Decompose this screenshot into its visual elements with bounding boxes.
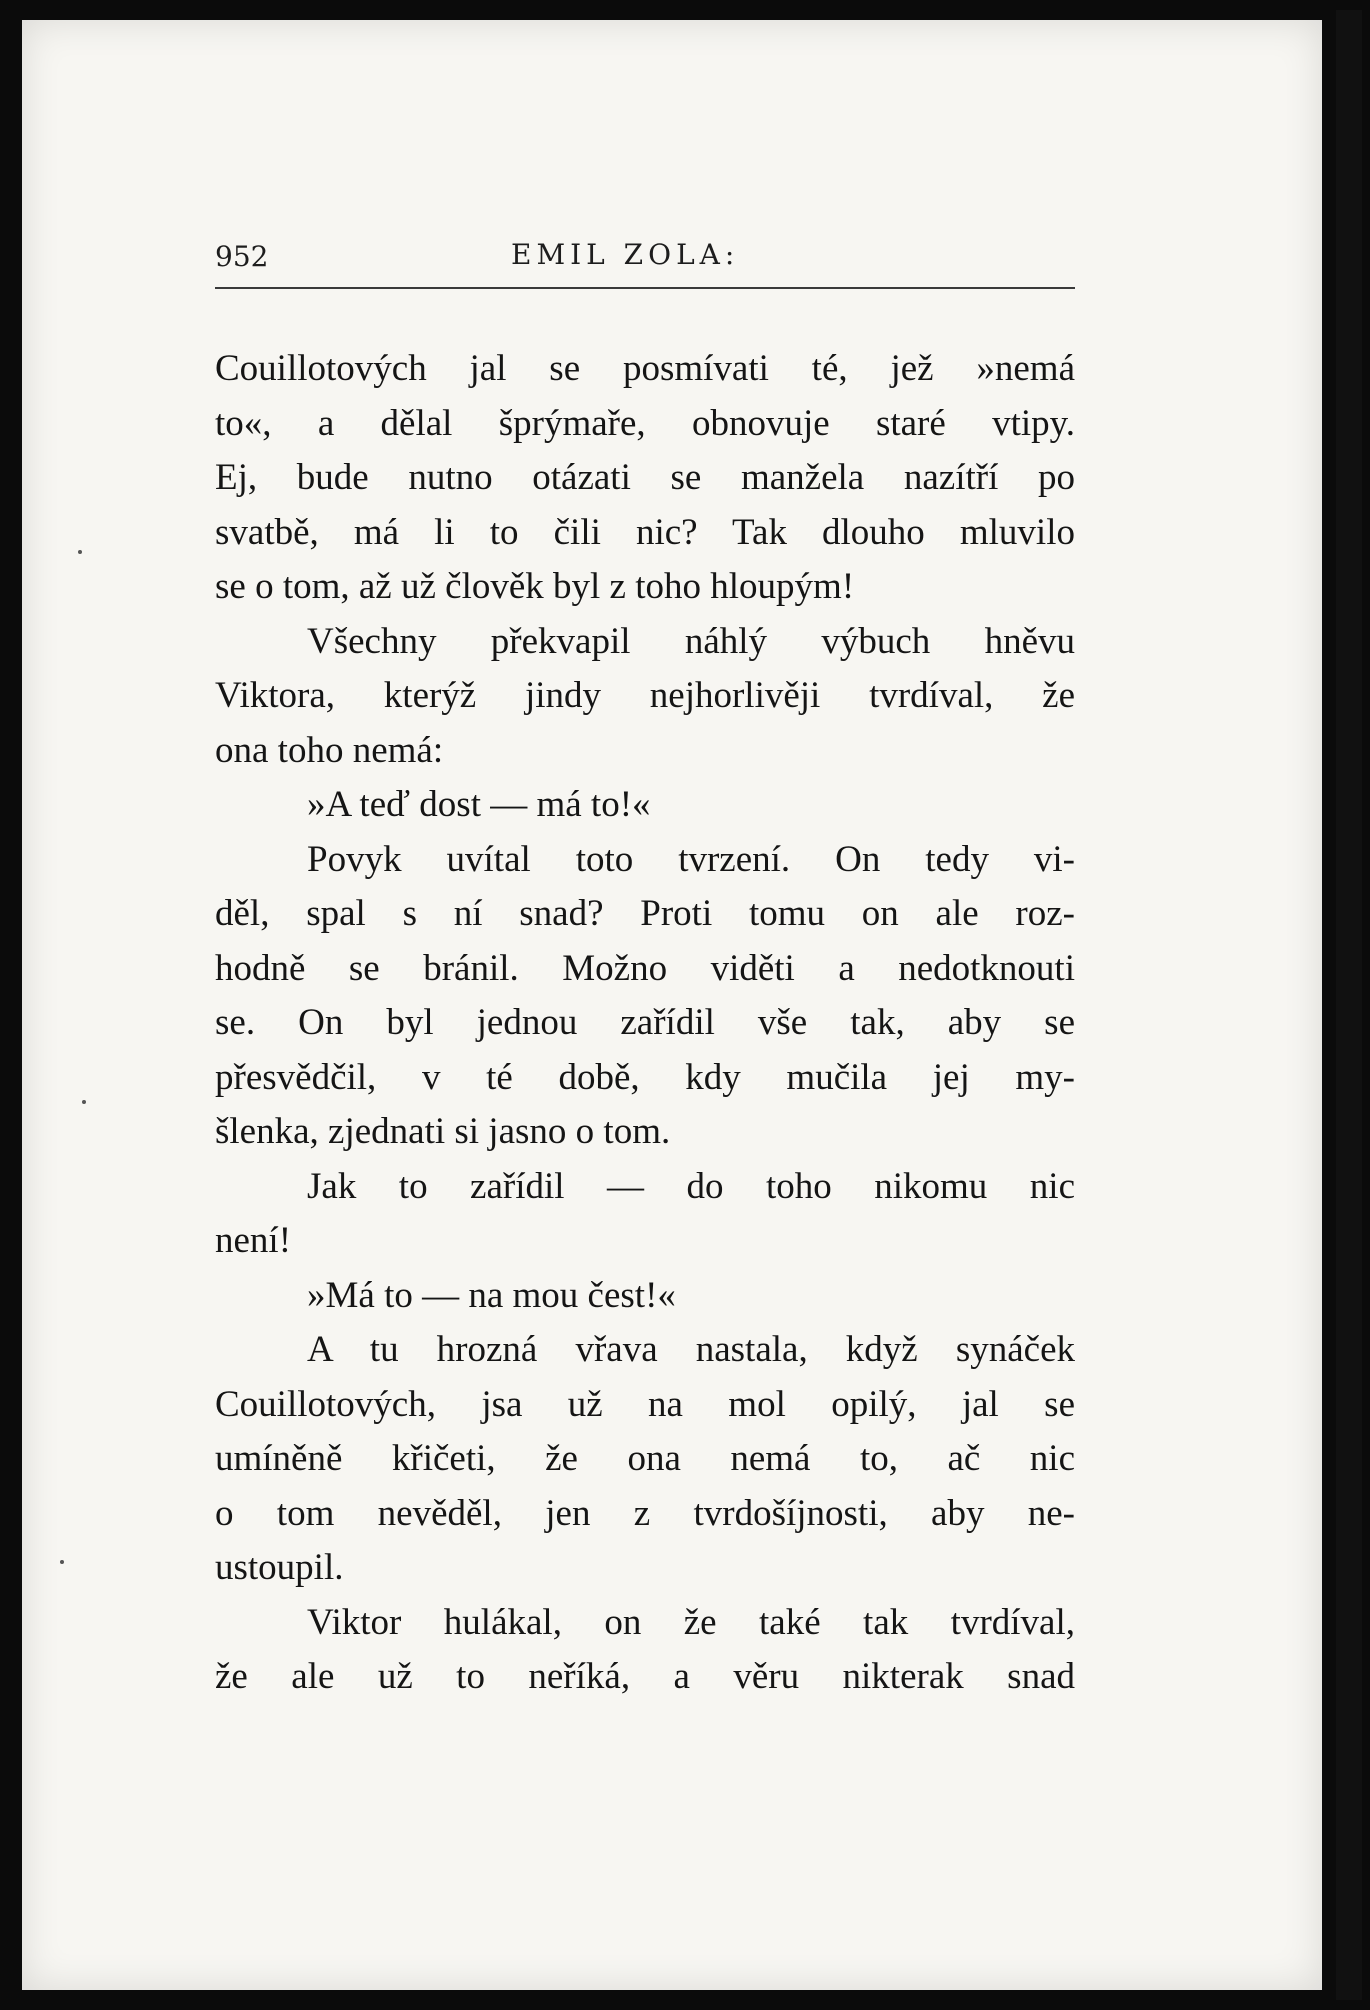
page-header bbox=[215, 232, 1075, 282]
text-line: děl, spal s ní snad? Proti tomu on ale roz- bbox=[215, 893, 1075, 934]
text-line: Couillotových jal se posmívati té, jež »nemá bbox=[215, 348, 1075, 389]
text-line: to«, a dělal šprýmaře, obnovuje staré vtipy. bbox=[215, 402, 1075, 444]
text-line: přesvědčil, v té době, kdy mučila jej my- bbox=[215, 1056, 1075, 1098]
text-line: se. On byl jednou zařídil vše tak, aby se bbox=[215, 1002, 1075, 1043]
text-line: A tu hrozná vřava nastala, když synáček bbox=[307, 1329, 1075, 1370]
text-line: není! bbox=[215, 1220, 292, 1261]
text-line: umíněně křičeti, že ona nemá to, ač nic bbox=[215, 1438, 1075, 1479]
running-title: EMIL ZOLA: bbox=[511, 238, 740, 271]
text-line: Ej, bude nutno otázati se manžela nazítří po bbox=[215, 457, 1075, 498]
text-line: hodně se bránil. Možno viděti a nedotknouti bbox=[215, 947, 1075, 989]
text-line: Povyk uvítal toto tvrzení. On tedy vi- bbox=[307, 838, 1075, 880]
text-line: ona toho nemá: bbox=[215, 729, 444, 771]
text-line: ustoupil. bbox=[215, 1547, 344, 1588]
text-line: »Má to — na mou čest!« bbox=[307, 1274, 676, 1316]
text-line: o tom nevěděl, jen z tvrdošíjnosti, aby ne- bbox=[215, 1492, 1075, 1534]
text-line: Couillotových, jsa už na mol opilý, jal se bbox=[215, 1383, 1075, 1425]
header-rule bbox=[215, 287, 1075, 289]
text-line: Viktora, kterýž jindy nejhorlivěji tvrdíval, že bbox=[215, 675, 1075, 716]
page-number: 952 bbox=[215, 240, 269, 273]
text-line: »A teď dost — má to!« bbox=[307, 784, 651, 825]
text-line: Jak to zařídil — do toho nikomu nic bbox=[307, 1165, 1075, 1207]
text-line: se o tom, až už člověk byl z toho hloupým! bbox=[215, 566, 855, 607]
text-line: šlenka, zjednati si jasno o tom. bbox=[215, 1111, 671, 1152]
text-line: že ale už to neříká, a věru nikterak snad bbox=[215, 1656, 1075, 1697]
body-text bbox=[215, 342, 1075, 1705]
scan-speck bbox=[78, 550, 82, 554]
scan-speck bbox=[82, 1100, 86, 1104]
page-edge-shadow bbox=[1336, 10, 1362, 2000]
text-line: Viktor hulákal, on že také tak tvrdíval, bbox=[307, 1601, 1075, 1643]
text-line: svatbě, má li to čili nic? Tak dlouho mluvilo bbox=[215, 511, 1075, 553]
text-line: Všechny překvapil náhlý výbuch hněvu bbox=[307, 620, 1075, 662]
scan-speck bbox=[60, 1560, 64, 1564]
